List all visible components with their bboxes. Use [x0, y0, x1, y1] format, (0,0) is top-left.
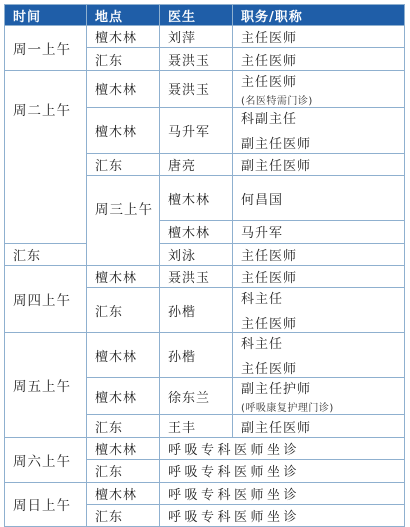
- location-cell: 檀木林: [87, 482, 160, 504]
- title-text: 科副主任: [241, 112, 298, 128]
- title-cell: 主任医师: [233, 48, 405, 70]
- table-row: [5, 265, 405, 287]
- day-cell-saturday: 周六上午: [5, 437, 87, 482]
- table-row: [5, 26, 405, 48]
- day-cell-monday: 周一上午: [5, 26, 87, 71]
- specialist-cell: 呼吸专科医师坐诊: [160, 460, 405, 482]
- table-row: [5, 333, 405, 378]
- location-cell: 檀木林: [87, 333, 160, 378]
- title-cell: 主任医师: [233, 26, 405, 48]
- location-cell: 汇东: [87, 415, 160, 437]
- title-cell: 副主任医师: [233, 153, 405, 175]
- location-cell: 檀木林: [87, 70, 160, 107]
- title-cell: 副主任医师: [233, 415, 405, 437]
- location-cell: 檀木林: [160, 221, 233, 243]
- title-cell: [233, 333, 405, 378]
- day-cell-wednesday: 周三上午: [87, 176, 160, 266]
- title-text-secondary: 主任医师: [241, 317, 298, 333]
- location-cell: 檀木林: [87, 265, 160, 287]
- doctor-cell: 何昌国: [233, 176, 405, 221]
- location-cell: 檀木林: [87, 26, 160, 48]
- day-cell-tuesday: 周二上午: [5, 70, 87, 243]
- title-cell: [233, 288, 405, 333]
- title-cell: [233, 107, 405, 153]
- doctor-cell: 聂洪玉: [160, 70, 233, 107]
- doctor-cell: 刘泳: [160, 243, 233, 265]
- title-text-secondary: 副主任医师: [241, 137, 312, 153]
- table-row: [5, 70, 405, 107]
- location-cell: 汇东: [87, 504, 160, 526]
- title-text: 科主任: [241, 337, 284, 353]
- title-note: (呼吸康复护理门诊): [241, 403, 334, 415]
- doctor-cell: 马升军: [233, 221, 405, 243]
- doctor-cell: 王丰: [160, 415, 233, 437]
- doctor-cell: 聂洪玉: [160, 265, 233, 287]
- day-cell-sunday: 周日上午: [5, 482, 87, 527]
- title-text: 副主任护师: [241, 382, 312, 398]
- title-text: 主任医师: [241, 74, 298, 90]
- title-note: (名医特需门诊): [241, 95, 313, 107]
- location-cell: 汇东: [87, 153, 160, 175]
- day-cell-friday: 周五上午: [5, 333, 87, 437]
- location-cell: 汇东: [87, 288, 160, 333]
- day-cell-thursday: 周四上午: [5, 265, 87, 332]
- doctor-cell: 唐亮: [160, 153, 233, 175]
- header-row: [5, 5, 405, 26]
- location-cell: 檀木林: [87, 437, 160, 459]
- table-row: [5, 243, 405, 265]
- doctor-cell: 刘萍: [160, 26, 233, 48]
- location-cell: 檀木林: [87, 107, 160, 153]
- header-title: 职务/职称: [233, 5, 405, 26]
- doctor-cell: 徐东兰: [160, 378, 233, 415]
- location-cell: 汇东: [5, 243, 87, 265]
- title-text: 科主任: [241, 292, 284, 308]
- title-cell: 主任医师: [233, 265, 405, 287]
- title-text-secondary: 主任医师: [241, 362, 298, 378]
- table-row: [5, 437, 405, 459]
- specialist-cell: 呼吸专科医师坐诊: [160, 504, 405, 526]
- specialist-cell: 呼吸专科医师坐诊: [160, 482, 405, 504]
- doctor-cell: 聂洪玉: [160, 48, 233, 70]
- location-cell: 汇东: [87, 460, 160, 482]
- doctor-cell: 孙楷: [160, 333, 233, 378]
- title-cell: [233, 70, 405, 107]
- location-cell: 汇东: [87, 48, 160, 70]
- location-cell: 檀木林: [160, 176, 233, 221]
- specialist-cell: 呼吸专科医师坐诊: [160, 437, 405, 459]
- header-location: 地点: [87, 5, 160, 26]
- location-cell: 檀木林: [87, 378, 160, 415]
- doctor-cell: 孙楷: [160, 288, 233, 333]
- header-doctor: 医生: [160, 5, 233, 26]
- doctor-cell: 马升军: [160, 107, 233, 153]
- table-row: [5, 482, 405, 504]
- clinic-schedule-table: [4, 4, 405, 527]
- title-cell: [233, 378, 405, 415]
- header-time: 时间: [5, 5, 87, 26]
- title-cell: 主任医师: [233, 243, 405, 265]
